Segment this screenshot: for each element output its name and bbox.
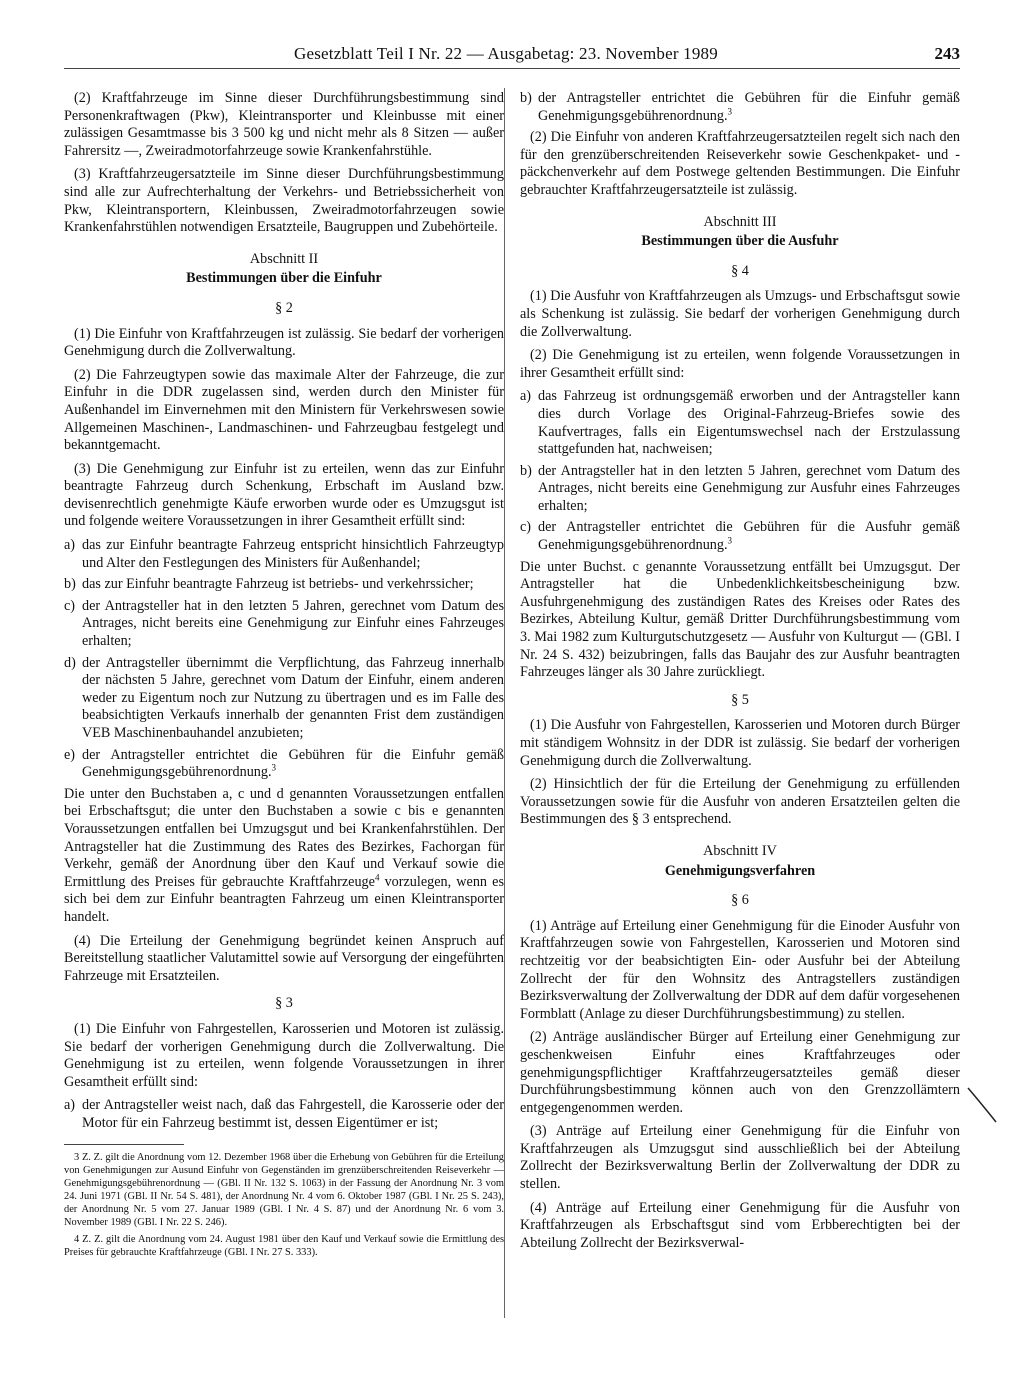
s6-paragraph-2: (2) Anträge ausländischer Bürger auf Erteilung einer Genehmigung zur geschenkweisen Einfuhr eines Kraftfahrzeuges oder genehmigungspflichtiger Kraftfahrzeugersatzteiles gemäß dieser Durchführungsbestimmung können auch von den Grenzzollämtern entgegengenommen werden. bbox=[520, 1029, 960, 1116]
list-item-label: a) bbox=[64, 537, 76, 554]
list-item bbox=[520, 388, 960, 458]
header-title: Gesetzblatt Teil I Nr. 22 — Ausgabetag: 23. November 1989 bbox=[294, 44, 718, 63]
paragraph-sign-5: § 5 bbox=[731, 691, 749, 708]
section-heading-abschnitt-3: Abschnitt III bbox=[703, 213, 777, 230]
footnote-ref: 3 bbox=[271, 762, 277, 773]
list-item-label: a) bbox=[64, 1097, 76, 1114]
list-item bbox=[64, 576, 504, 594]
list-item bbox=[64, 598, 504, 651]
list-item bbox=[64, 747, 504, 782]
list-item-text: das zur Einfuhr beantragte Fahrzeug ist betriebs- und verkehrssicher; bbox=[82, 576, 474, 593]
footnote-separator bbox=[64, 1144, 184, 1145]
list-item-text: der Antragsteller hat in den letzten 5 Jahren, gerechnet vom Datum des Antrages, nicht bereits eine Genehmigung zur Einfuhr eines Fahrzeuges erhalten; bbox=[82, 597, 504, 650]
list-item-label: b) bbox=[64, 576, 76, 593]
page-number: 243 bbox=[934, 44, 960, 63]
left-column bbox=[64, 90, 504, 1263]
column-divider bbox=[504, 88, 505, 1318]
list-item-text: der Antragsteller weist nach, daß das Fahrgestell, die Karosserie oder der Motor für ein Fahrzeug bestimmt ist, dessen Eigentümer er ist; bbox=[82, 1097, 504, 1131]
list-item-text: der Antragsteller übernimmt die Verpflichtung, das Fahrzeug innerhalb der nächsten 5 Jahre, gerechnet vom Datum der Einfuhr, einem anderen weder zu Eigentum noch zur Nutzung zu übertragen und es im Falle des beabsichtigten Verkaufs innerhalb der genannten Frist dem zuständigen VEB Maschinenbauhandel anzubieten; bbox=[82, 654, 504, 741]
s2-paragraph-4: (4) Die Erteilung der Genehmigung begründet keinen Anspruch auf Bereitstellung staatlicher Valutamittel sowie auf Versorgung der eingeführten Fahrzeuge mit Ersatzteilen. bbox=[64, 932, 504, 984]
s5-paragraph-2: (2) Hinsichtlich der für die Erteilung der Genehmigung zu erfüllenden Voraussetzungen sowie für die Ausfuhr von anderen Ersatzteilen gelten die Bestimmungen des § 3 entsprechend. bbox=[520, 776, 960, 828]
paragraph-sign-2: § 2 bbox=[275, 299, 293, 316]
footnote-4: 4 Z. Z. gilt die Anordnung vom 24. August 1981 über den Kauf und Verkauf sowie die Ermittlung des Preises für gebrauchte Kraftfahrzeuge (GBl. I Nr. 27 S. 333). bbox=[64, 1234, 504, 1259]
list-item bbox=[520, 519, 960, 554]
paragraph-kfz-definition: (2) Kraftfahrzeuge im Sinne dieser Durchführungsbestimmung sind Personenkraftwagen (Pkw), Kleintransporter und Kleinbusse mit einer zulässigen Gesamtmasse bis 3 500 kg und nicht mehr als 8 Sitzen — außer Fahrersitz —, Zweiradmotorfahrzeuge sowie Krankenfahrstühle. bbox=[64, 90, 504, 159]
s6-paragraph-1: (1) Anträge auf Erteilung einer Genehmigung für die Einoder Ausfuhr von Kraftfahrzeugen sowie von Fahrgestellen, Karosserien und Motoren sind rechtzeitig vor der beabsichtigten Ein- oder Ausfuhr bei der Abteilung Zollrecht der für den Wohnsitz des Antragstellers zuständigen Bezirksverwaltung der Zollverwaltung der DDR auf dem dafür vorgesehenen Formblatt (Anlage zu dieser Durchführungsbestimmung) zu stellen. bbox=[520, 917, 960, 1022]
s2-paragraph-1: (1) Die Einfuhr von Kraftfahrzeugen ist zulässig. Sie bedarf der vorherigen Genehmigung durch die Zollverwaltung. bbox=[64, 325, 504, 360]
footnote-3: 3 Z. Z. gilt die Anordnung vom 12. Dezember 1968 über die Erhebung von Gebühren für die Erteilung von Genehmigungen zur Ausund Einfuhr von Gegenständen im grenzüberschreitenden Reiseverkehr — Genehmigungsgebührenordnung — (GBl. II Nr. 132 S. 1063) in der Fassung der Anordnung Nr. 3 vom 24. Juni 1971 (GBl. II Nr. 54 S. 481), der Anordnung Nr. 4 vom 6. Oktober 1987 (GBl. I Nr. 25 S. 243), der Anordnung Nr. 5 vom 27. Januar 1989 (GBl. I Nr. 4 S. 87) und der Anordnung Nr. 6 vom 3. November 1989 (GBl. I Nr. 22 S. 246). bbox=[64, 1152, 504, 1229]
list-item-label: e) bbox=[64, 746, 76, 763]
list-item-label: c) bbox=[520, 519, 532, 536]
paragraph-sign-3: § 3 bbox=[275, 995, 293, 1012]
paragraph-sign-6: § 6 bbox=[731, 892, 749, 909]
list-item-text bbox=[538, 519, 960, 554]
list-item bbox=[64, 1097, 504, 1132]
s6-paragraph-4: (4) Anträge auf Erteilung einer Genehmigung für die Ausfuhr von Kraftfahrzeugen als Erbschaftsgut sind vom Erbberechtigten bei der Abteilung Zollrecht der Bezirksverwal- bbox=[520, 1199, 960, 1251]
list-item bbox=[64, 537, 504, 572]
section-title-genehmigungsverfahren: Genehmigungsverfahren bbox=[664, 862, 816, 879]
list-item-label: b) bbox=[520, 90, 532, 106]
s2-after-text-1: Die unter den Buchstaben a, c und d genannten Voraussetzungen entfallen bei Erbschaftsgut; die unter den Buchstaben a sowie c bis e genannten Voraussetzungen entfallen bei Umzugsgut und bei Krankenfahrstühlen. Der Antragsteller hat die Zustimmung des Rates des Bezirkes, Fachorgan für Verkehr, gemäß der Anordnung über den Kauf und Verkauf sowie die Ermittlung des Preises für gebrauchte Kraftfahrzeuge bbox=[64, 785, 504, 890]
list-item-text: das zur Einfuhr beantragte Fahrzeug entspricht hinsichtlich Fahrzeugtyp und Alter den Festlegungen des Ministers für Außenhandel; bbox=[82, 537, 504, 571]
right-column bbox=[520, 90, 960, 1258]
s2-paragraph-2: (2) Die Fahrzeugtypen sowie das maximale Alter der Fahrzeuge, die zur Einfuhr in die DDR zugelassen sind, werden durch den Minister für Außenhandel im Einvernehmen mit den Ministern für Verkehrswesen sowie Allgemeinen Maschinen-, Landmaschinen- und Fahrzeugbau festgelegt und bekanntgemacht. bbox=[64, 366, 504, 454]
footnote-ref: 4 bbox=[374, 872, 380, 883]
list-item-text bbox=[538, 90, 960, 125]
page-header bbox=[64, 44, 960, 69]
s6-paragraph-3: (3) Anträge auf Erteilung einer Genehmigung für die Einfuhr von Kraftfahrzeugen als Umzugsgut sind ausschließlich bei der Abteilung Zollrecht der Bezirksverwaltung Berlin der Zollverwaltung der DDR zu stellen. bbox=[520, 1123, 960, 1193]
paragraph-sign-4: § 4 bbox=[731, 262, 749, 279]
list-item-label: c) bbox=[64, 597, 76, 614]
section-heading-abschnitt-4: Abschnitt IV bbox=[703, 842, 777, 859]
section-title-einfuhr: Bestimmungen über die Einfuhr bbox=[186, 270, 382, 287]
list-item-label: a) bbox=[520, 388, 532, 405]
s2-after-text-2: vorzulegen, wenn es sich bei dem zur Einfuhr beantragten Fahrzeug um einen Kleintransporter handelt. bbox=[64, 873, 504, 925]
paragraph-ersatzteile-definition: (3) Kraftfahrzeugersatzteile im Sinne dieser Durchführungsbestimmung sind alle zur Aufrechterhaltung der Verkehrs- und Betriebssicherheit von Pkw, Kleintransportern, Kleinbussen, Zweiradmotorfahrzeugen sowie Krankenfahrstühlen notwendigen Ersatzteile, Baugruppen und Zubehörteile. bbox=[64, 166, 504, 236]
footnote-ref: 3 bbox=[727, 535, 733, 546]
list-item-text-body: der Antragsteller entrichtet die Gebühren für die Einfuhr gemäß Genehmigungsgebührenordnung. bbox=[82, 746, 504, 781]
footnotes bbox=[64, 1151, 504, 1259]
footnote-ref: 3 bbox=[727, 105, 733, 116]
list-item-text-body: der Antragsteller entrichtet die Gebühren für die Einfuhr gemäß Genehmigungsgebührenordnung. bbox=[538, 90, 960, 124]
list-item bbox=[520, 463, 960, 516]
list-item bbox=[64, 655, 504, 743]
s4-paragraph-2: (2) Die Genehmigung ist zu erteilen, wenn folgende Voraussetzungen in ihrer Gesamtheit erfüllt sind: bbox=[520, 347, 960, 381]
s5-paragraph-1: (1) Die Ausfuhr von Fahrgestellen, Karosserien und Motoren durch Bürger mit ständigem Wohnsitz in der DDR ist zulässig. Sie bedarf der vorherigen Genehmigung durch die Zollverwaltung. bbox=[520, 717, 960, 769]
s4-paragraph-1: (1) Die Ausfuhr von Kraftfahrzeugen als Umzugs- und Erbschaftsgut sowie als Schenkung ist zulässig. Sie bedarf der vorherigen Genehmigung durch die Zollverwaltung. bbox=[520, 288, 960, 340]
list-item-label: b) bbox=[520, 462, 532, 479]
list-item-label: d) bbox=[64, 654, 76, 671]
s2-paragraph-3: (3) Die Genehmigung zur Einfuhr ist zu erteilen, wenn das zur Einfuhr beantragte Fahrzeug durch Schenkung, Erbschaft im Ausland bzw. devisenrechtlich genehmigte Käufe erworben wurde oder es Umzugsgut ist und folgende weitere Voraussetzungen in ihrer Gesamtheit erfüllt sind: bbox=[64, 460, 504, 530]
margin-pen-mark bbox=[966, 1086, 1000, 1126]
section-heading-abschnitt-2: Abschnitt II bbox=[249, 250, 319, 267]
list-item-text: der Antragsteller hat in den letzten 5 Jahren, gerechnet vom Datum des Antrages, nicht bereits eine Genehmigung zur Ausfuhr eines Fahrzeuges erhalten; bbox=[538, 462, 960, 514]
s3-paragraph-1: (1) Die Einfuhr von Fahrgestellen, Karosserien und Motoren ist zulässig. Sie bedarf der vorherigen Genehmigung durch die Zollverwaltung. Die Genehmigung ist zu erteilen, wenn folgende Voraussetzungen in ihrer Gesamtheit erfüllt sind: bbox=[64, 1020, 504, 1090]
list-item-text bbox=[82, 747, 504, 782]
list-item-text: das Fahrzeug ist ordnungsgemäß erworben und der Antragsteller kann dies durch Vorlage des Original-Fahrzeug-Briefes sowie des Kaufvertrages, falls ein Eigentumswechsel nach der Erstzulassung stattgefunden hat, nachweisen; bbox=[538, 388, 960, 458]
s4-after-items: Die unter Buchst. c genannte Voraussetzung entfällt bei Umzugsgut. Der Antragsteller hat die Unbedenklichkeitsbescheinigung bzw. Ausfuhrgenehmigung des zuständigen Rates des Kreises oder Rates des Bezirkes, Abteilung Kultur, gemäß Dritter Durchführungsbestimmung vom 3. Mai 1982 zum Kulturgutschutzgesetz — Ausfuhr von Kulturgut — (GBl. I Nr. 24 S. 432) beizubringen, falls das Baujahr des zur Ausfuhr beantragten Fahrzeuges länger als 30 Jahre zurückliegt. bbox=[520, 558, 960, 681]
section-title-ausfuhr: Bestimmungen über die Ausfuhr bbox=[641, 233, 839, 250]
s3-paragraph-2: (2) Die Einfuhr von anderen Kraftfahrzeugersatzteilen regelt sich nach den für den grenzüberschreitenden Reiseverkehr sowie Geschenkpaket- und -päckchenverkehr auf dem Postwege geltenden Bestimmungen. Die Einfuhr gebrauchter Kraftfahrzeugersatzteile ist zulässig. bbox=[520, 129, 960, 198]
list-item-text-body: der Antragsteller entrichtet die Gebühren für die Ausfuhr gemäß Genehmigungsgebührenordnung. bbox=[538, 519, 960, 554]
s2-after-items bbox=[64, 786, 504, 927]
list-item bbox=[520, 90, 960, 125]
